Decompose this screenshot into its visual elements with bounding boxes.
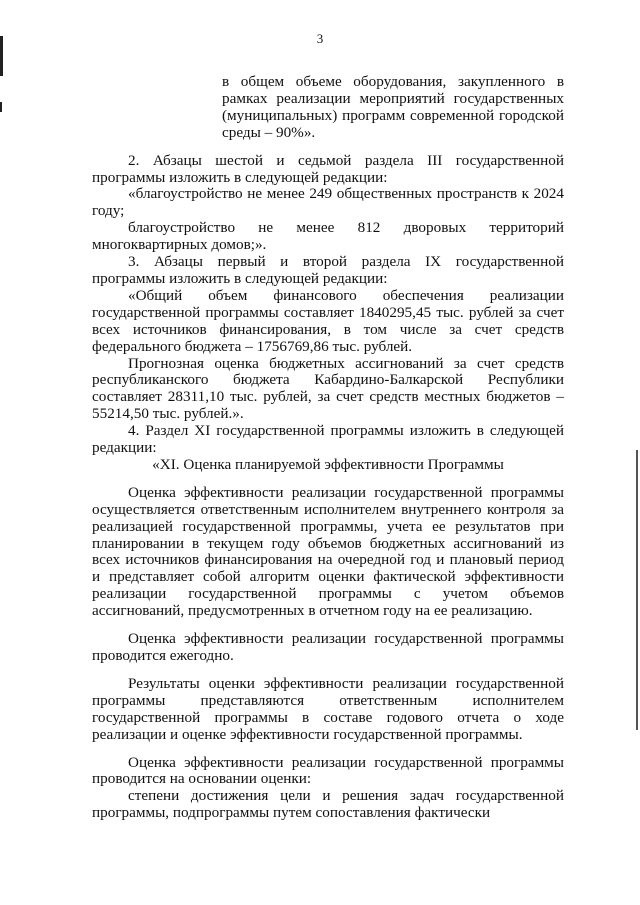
quote-line: «благоустройство не менее 249 общественных пространств к 2024 году;	[92, 185, 564, 220]
paragraph-item-3: 3. Абзацы первый и второй раздела IX государственной программы изложить в следующей редакции:	[92, 253, 564, 287]
document-body	[92, 74, 564, 822]
page-number: 3	[316, 31, 324, 46]
paragraph-item-2: 2. Абзацы шестой и седьмой раздела III государственной программы изложить в следующей редакции:	[92, 151, 564, 186]
paragraph-item-4: 4. Раздел XI государственной программы изложить в следующей редакции:	[92, 422, 564, 457]
section-paragraph: Оценка эффективности реализации государственной программы проводится на основании оценки:	[92, 753, 564, 788]
section-paragraph: Оценка эффективности реализации государственной программы осуществляется ответственным исполнителем внутреннего контроля за реализацией государственной программы, учета ее результатов при планировании в текущем году объемов бюджетных ассигнований из всех источников финансирования на очередной год и плановый период и представляет собой алгоритм оценки фактической эффективности реализации государственной программы с учетом объемов ассигнований, предусмотренных в отчетном году на ее реализацию.	[92, 483, 564, 620]
quote-continuation: в общем объеме оборудования, закупленного в рамках реализации мероприятий государственных (муниципальных) программ современной городской среды – 90%».	[222, 73, 564, 141]
section-paragraph: степени достижения цели и решения задач государственной программы, подпрограммы путем сопоставления фактически	[92, 787, 564, 822]
left-edge-scan-mark	[0, 36, 3, 76]
quote-paragraph: «Общий объем финансового обеспечения реализации государственной программы составляет 1840295,45 тыс. рублей за счет всех источников финансирования, в том числе за счет средств федерального бюджета – 1756769,86 тыс. рублей.	[92, 286, 564, 355]
section-heading: «XI. Оценка планируемой эффективности Программы	[152, 455, 504, 473]
left-edge-scan-mark	[0, 102, 2, 112]
quote-line: благоустройство не менее 812 дворовых территорий многоквартирных домов;».	[92, 219, 564, 254]
section-paragraph: Результаты оценки эффективности реализации государственной программы представляются ответственным исполнителем государственной программы в составе годового отчета о ходе реализации и оценке эффективности государственной программы.	[92, 674, 564, 743]
right-edge-scan-mark	[636, 450, 638, 730]
quote-paragraph: Прогнозная оценка бюджетных ассигнований за счет средств республиканского бюджета Кабардино-Балкарской Республики составляет 28311,10 тыс. рублей, за счет средств местных бюджетов – 55214,50 тыс. рублей.».	[92, 354, 564, 423]
section-paragraph: Оценка эффективности реализации государственной программы проводится ежегодно.	[92, 630, 564, 664]
